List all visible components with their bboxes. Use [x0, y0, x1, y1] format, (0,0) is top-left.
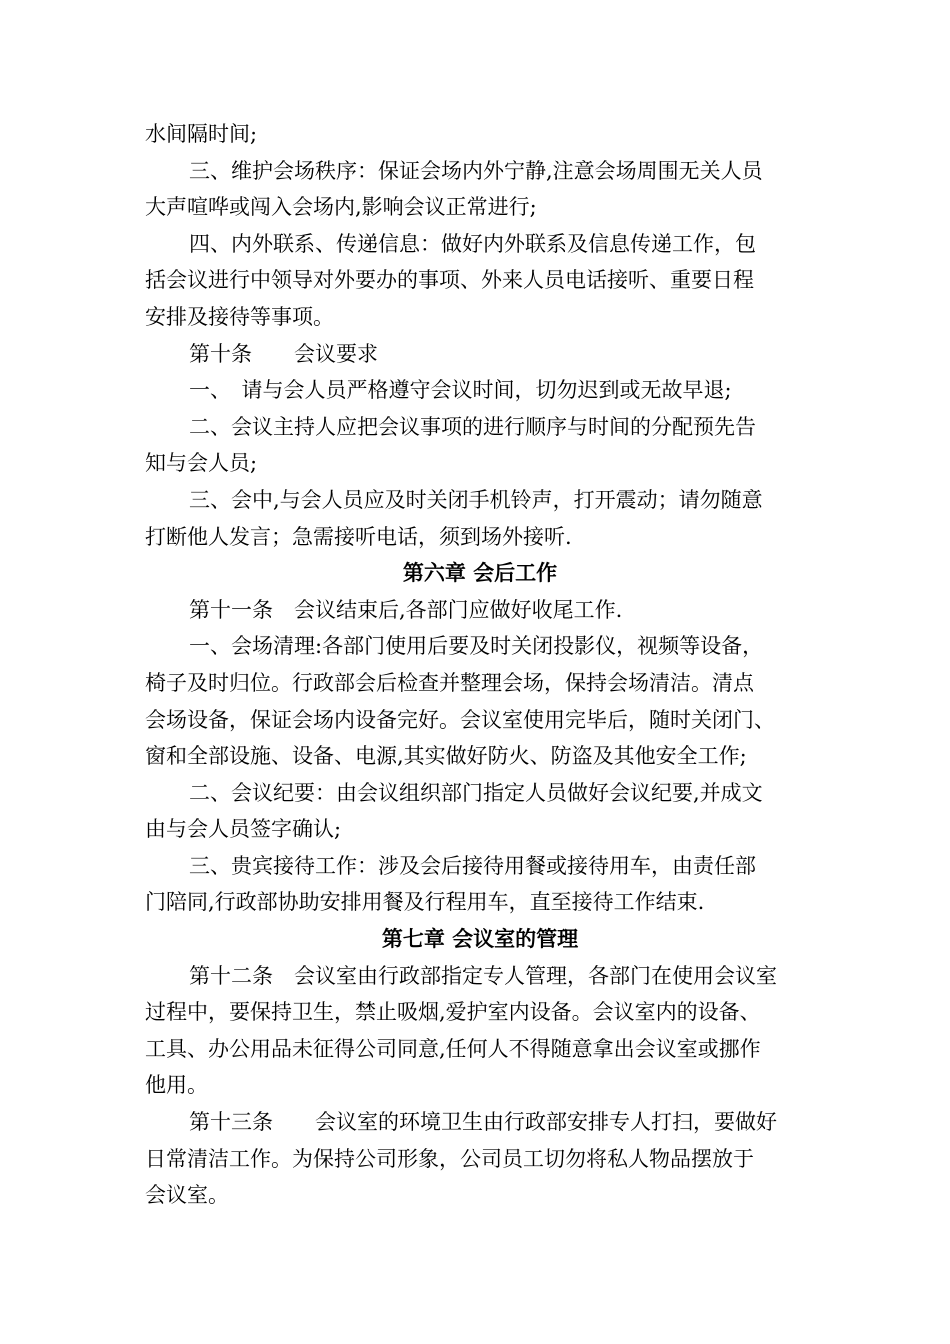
text-line: 会场设备，保证会场内设备完好。会议室使用完毕后，随时关闭门、 — [145, 707, 775, 732]
text-line: 一、会场清理:各部门使用后要及时关闭投影仪，视频等设备， — [189, 634, 764, 659]
text-line: 第十二条 会议室由行政部指定专人管理，各部门在使用会议室 — [189, 963, 777, 988]
text-line: 第十条 会议要求 — [189, 341, 378, 366]
text-line: 知与会人员; — [145, 451, 258, 476]
text-line: 三、维护会场秩序：保证会场内外宁静,注意会场周围无关人员 — [189, 158, 763, 183]
text-line: 门陪同,行政部协助安排用餐及行程用车，直至接待工作结束. — [145, 890, 705, 915]
text-line: 二、会议主持人应把会议事项的进行顺序与时间的分配预先告 — [189, 414, 756, 439]
text-line: 三、会中,与会人员应及时关闭手机铃声，打开震动；请勿随意 — [189, 487, 763, 512]
chapter-heading: 第六章 会后工作 — [402, 560, 558, 586]
text-line: 第十一条 会议结束后,各部门应做好收尾工作. — [189, 597, 623, 622]
text-line: 水间隔时间; — [145, 122, 258, 146]
text-line: 过程中，要保持卫生，禁止吸烟,爱护室内设备。会议室内的设备、 — [145, 1000, 761, 1025]
text-line: 椅子及时归位。行政部会后检查并整理会场，保持会场清洁。清点 — [145, 670, 754, 695]
text-line: 大声喧哗或闯入会场内,影响会议正常进行; — [145, 195, 537, 220]
text-line: 括会议进行中领导对外要办的事项、外来人员电话接听、重要日程 — [145, 268, 754, 293]
text-line: 窗和全部设施、设备、电源,其实做好防火、防盗及其他安全工作; — [145, 744, 747, 769]
text-line: 工具、办公用品未征得公司同意,任何人不得随意拿出会议室或挪作 — [145, 1036, 761, 1061]
text-line: 安排及接待等事项。 — [145, 304, 334, 329]
text-line: 打断他人发言；急需接听电话，须到场外接听. — [145, 524, 572, 549]
text-line: 会议室。 — [145, 1183, 229, 1208]
text-line: 他用。 — [145, 1073, 208, 1098]
document-body — [145, 116, 815, 1214]
text-line: 三、贵宾接待工作：涉及会后接待用餐或接待用车，由责任部 — [189, 853, 756, 878]
text-line: 四、内外联系、传递信息：做好内外联系及信息传递工作，包 — [189, 231, 756, 256]
text-line: 一、 请与会人员严格遵守会议时间，切勿迟到或无故早退; — [189, 378, 732, 403]
chapter-heading: 第七章 会议室的管理 — [381, 926, 579, 952]
text-line: 日常清洁工作。为保持公司形象，公司员工切勿将私人物品摆放于 — [145, 1146, 754, 1171]
text-line: 由与会人员签字确认; — [145, 817, 342, 842]
text-line: 二、会议纪要：由会议组织部门指定人员做好会议纪要,并成文 — [189, 780, 763, 805]
text-line: 第十三条 会议室的环境卫生由行政部安排专人打扫，要做好 — [189, 1110, 777, 1135]
